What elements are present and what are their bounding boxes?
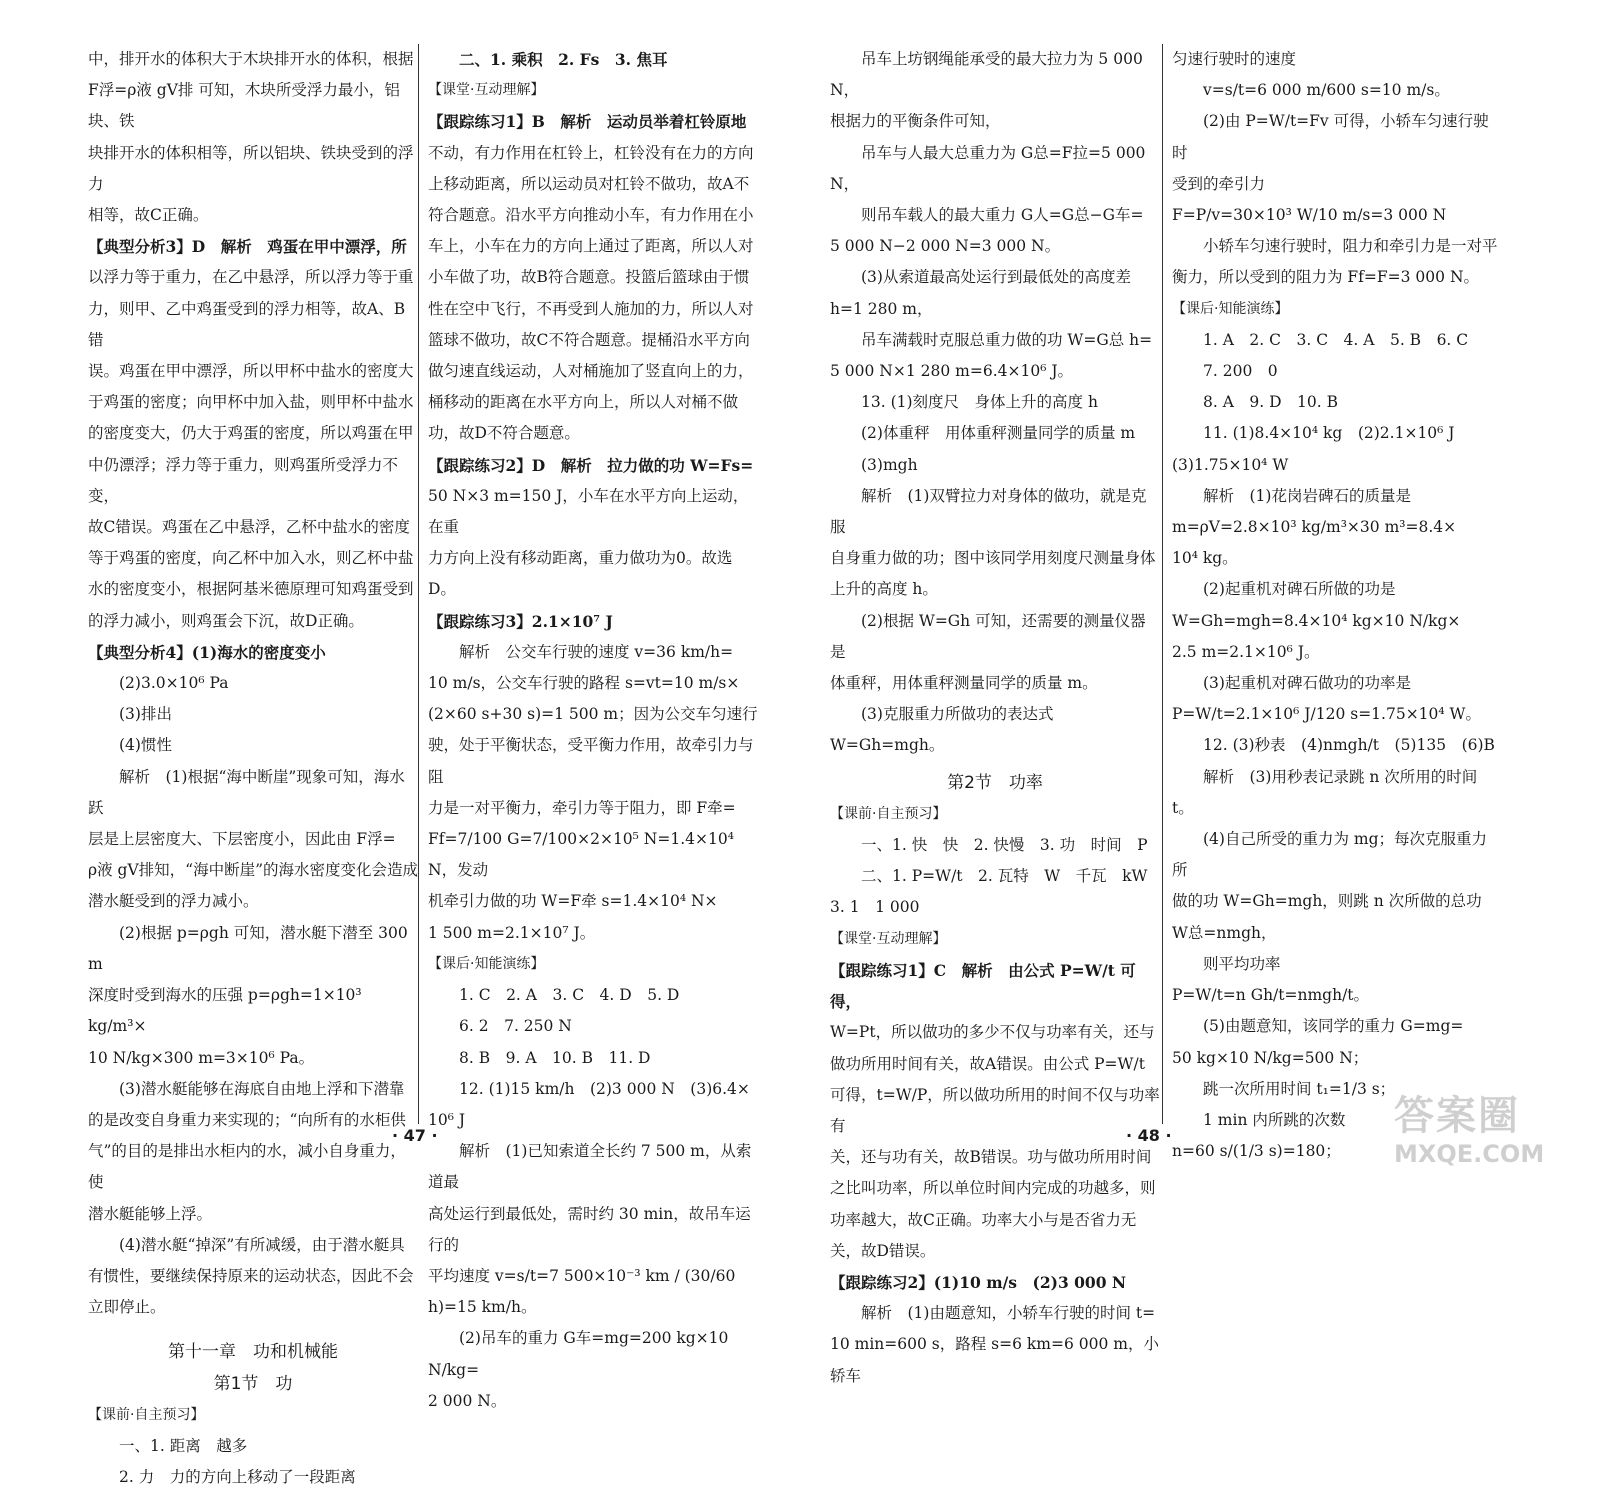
section-label: 【课堂·互动理解】	[830, 930, 947, 947]
right-column-1	[830, 44, 1160, 1392]
text-line: 潜水艇受到的浮力减小。	[88, 892, 259, 911]
text-line: 解析 (1)已知索道全长约 7 500 m，从索道最	[428, 1142, 752, 1192]
text-line: (2)根据 p=ρgh 可知，潜水艇下潜至 300 m	[88, 923, 408, 973]
text-line: 气”的目的是排出水柜内的水，减小自身重力，使	[88, 1142, 406, 1192]
section-label: 【课前·自主预习】	[88, 1406, 205, 1423]
text-line: 功，故D不符合题意。	[428, 424, 580, 443]
formula-line: m=ρV=2.8×10³ kg/m³×30 m³=8.4×	[1172, 518, 1457, 537]
text-line: 解析 公交车行驶的速度 v=36 km/h=	[459, 642, 734, 661]
text-line: 可得，t=W/P，所以做功所用的时间不仅与功率有	[830, 1085, 1160, 1135]
text-line: 之比叫功率，所以单位时间内完成的功越多，则	[830, 1179, 1156, 1198]
watermark-text: 答案圈	[1394, 1093, 1520, 1139]
text-line: 相等，故C正确。	[88, 206, 209, 225]
text-line: 5 000 N−2 000 N=3 000 N。	[830, 237, 1061, 256]
text-line: 5 000 N×1 280 m=6.4×10⁶ J。	[830, 362, 1074, 381]
formula-line: P=W/t=2.1×10⁶ J/120 s=1.75×10⁴ W。	[1172, 705, 1481, 724]
text-line: 12. (3)秒表 (4)nmgh/t (5)135 (6)B	[1203, 736, 1495, 755]
text-line: 功率越大，故C正确。功率大小与是否省力无	[830, 1210, 1137, 1229]
text-line: 1. A 2. C 3. C 4. A 5. B 6. C	[1203, 330, 1469, 349]
text-line: 不动，有力作用在杠铃上，杠铃没有在力的方向	[428, 143, 754, 162]
text-line: (2)3.0×10⁶ Pa	[119, 674, 229, 693]
text-line: 桶移动的距离在水平方向上，所以人对桶不做	[428, 393, 739, 412]
formula-line: P=W/t=n Gh/t=nmgh/t。	[1172, 986, 1370, 1005]
right-column-2	[1172, 44, 1502, 1167]
text-line: (3)潜水艇能够在海底自由地上浮和下潜靠	[119, 1079, 405, 1098]
text-line: 2. 力 力的方向上移动了一段距离	[119, 1468, 356, 1487]
text-line: 7. 200 0	[1203, 362, 1278, 381]
text-line: 解析 (1)根据“海中断崖”现象可知，海水跃	[88, 767, 405, 817]
text-line: 3. 1 1 000	[830, 898, 920, 917]
text-line: 跳一次所用时间 t₁=1/3 s；	[1203, 1079, 1396, 1098]
text-line: 上移动距离，所以运动员对杠铃不做功，故A不	[428, 174, 750, 193]
left-column-2	[428, 44, 758, 1417]
text-line: 根据力的平衡条件可知，	[830, 112, 1001, 131]
text-line: 2 000 N。	[428, 1391, 507, 1410]
text-line: 符合题意。沿水平方向推动小车，有力作用在小	[428, 206, 754, 225]
text-line: 则平均功率	[1203, 954, 1281, 973]
text-line: 10 N/kg×300 m=3×10⁶ Pa。	[88, 1048, 315, 1067]
text-line: (2)根据 W=Gh 可知，还需要的测量仪器是	[830, 611, 1146, 661]
text-line: 10⁴ kg。	[1172, 549, 1238, 568]
text-line: 高处运行到最低处，需时约 30 min，故吊车运行的	[428, 1204, 751, 1254]
text-line: 的密度变大，仍大于鸡蛋的密度，所以鸡蛋在甲	[88, 424, 414, 443]
text-line: (3)排出	[119, 705, 172, 724]
text-line: 深度时受到海水的压强 p=ρgh=1×10³ kg/m³×	[88, 986, 362, 1036]
text-line: 10 min=600 s，路程 s=6 km=6 000 m，小轿车	[830, 1335, 1159, 1385]
text-line: 8. A 9. D 10. B	[1203, 393, 1339, 412]
text-line: (5)由题意知，该同学的重力 G=mg=	[1203, 1017, 1464, 1036]
text-line: 力是一对平衡力，牵引力等于阻力，即 F牵=	[428, 798, 736, 817]
text-line: 力，则甲、乙中鸡蛋受到的浮力相等，故A、B错	[88, 299, 406, 349]
text-line: 力方向上没有移动距离，重力做功为0。故选D。	[428, 549, 733, 599]
text-line: (2)由 P=W/t=Fv 可得，小轿车匀速行驶时	[1172, 112, 1489, 162]
text-line: (4)惯性	[119, 736, 172, 755]
text-line: 做功所用时间有关，故A错误。由公式 P=W/t	[830, 1054, 1145, 1073]
text-line: 立即停止。	[88, 1298, 166, 1317]
text-line: (2×60 s+30 s)=1 500 m；因为公交车匀速行	[428, 705, 758, 724]
text-line: 【跟踪练习2】(1)10 m/s (2)3 000 N	[830, 1272, 1127, 1292]
text-line: 1. C 2. A 3. C 4. D 5. D	[459, 986, 680, 1005]
text-line: 【跟踪练习1】C 解析 由公式 P=W/t 可得，	[830, 960, 1136, 1012]
text-line: (2)吊车的重力 G车=mg=200 kg×10 N/kg=	[428, 1329, 729, 1379]
text-line: 有惯性，要继续保持原来的运动状态，因此不会	[88, 1266, 414, 1285]
text-line: (4)潜水艇“掉深”有所减缓，由于潜水艇具	[119, 1235, 405, 1254]
section-title: 第2节 功率	[947, 772, 1043, 793]
text-line: ρ液 gV排知，“海中断崖”的海水密度变化会造成	[88, 861, 419, 880]
text-line: 等于鸡蛋的密度，向乙杯中加入水，则乙杯中盐	[88, 549, 414, 568]
text-line: 50 kg×10 N/kg=500 N；	[1172, 1048, 1369, 1067]
column-divider	[1162, 44, 1163, 1124]
text-line: 【跟踪练习1】B 解析 运动员举着杠铃原地	[428, 112, 747, 132]
text-line: F浮=ρ液 gV排 可知，木块所受浮力最小，铝块、铁	[88, 81, 400, 131]
text-line: 吊车上坊钢绳能承受的最大拉力为 5 000 N，	[830, 50, 1143, 100]
page-number: · 48 ·	[1126, 1126, 1172, 1145]
left-column-1	[88, 44, 418, 1493]
text-line: (2)起重机对碑石所做的功是	[1203, 580, 1396, 599]
text-line: 驶，处于平衡状态，受平衡力作用，故牵引力与阻	[428, 736, 754, 786]
text-line: 解析 (1)双臂拉力对身体的做功，就是克服	[830, 486, 1147, 537]
text-line: 受到的牵引力	[1172, 174, 1266, 193]
text-line: Ff=7/100 G=7/100×2×10⁵ N=1.4×10⁴ N，发动	[428, 830, 734, 880]
left-page	[0, 0, 800, 1487]
text-line: 平均速度 v=s/t=7 500×10⁻³ km / (30/60 h)=15 km/h。	[428, 1266, 736, 1317]
text-line: 的浮力减小，则鸡蛋会下沉，故D正确。	[88, 611, 364, 630]
text-line: 关，还与功有关，故B错误。功与做功所用时间	[830, 1148, 1152, 1167]
text-line: 匀速行驶时的速度	[1172, 50, 1297, 68]
text-line: 11. (1)8.4×10⁴ kg (2)2.1×10⁶ J	[1203, 424, 1455, 443]
text-line: W总=nmgh，	[1172, 923, 1277, 942]
text-line: 【跟踪练习3】2.1×10⁷ J	[428, 611, 613, 631]
text-line: 1 500 m=2.1×10⁷ J。	[428, 923, 596, 942]
text-line: 关，故D错误。	[830, 1241, 936, 1260]
text-line: 吊车与人最大总重力为 G总=F拉=5 000 N，	[830, 143, 1146, 193]
text-line: 做匀速直线运动，人对桶施加了竖直向上的力，	[428, 362, 754, 381]
watermark-logo	[1394, 1092, 1590, 1172]
section-label: 【课后·知能演练】	[428, 955, 545, 972]
text-line: 一、1. 距离 越多	[119, 1436, 248, 1455]
text-line: 于鸡蛋的密度；向甲杯中加入盐，则甲杯中盐水	[88, 393, 414, 412]
text-line: 【典型分析4】(1)海水的密度变小	[88, 642, 326, 662]
text-line: (3)1.75×10⁴ W	[1172, 455, 1289, 474]
text-line: 解析 (3)用秒表记录跳 n 次所用的时间 t。	[1172, 767, 1478, 817]
text-line: 10⁶ J	[428, 1110, 466, 1129]
text-line: (4)自己所受的重力为 mg；每次克服重力所	[1172, 830, 1488, 880]
text-line: 一、1. 快 快 2. 快慢 3. 功 时间 P	[861, 836, 1148, 855]
text-line: 衡力，所以受到的阻力为 Ff=F=3 000 N。	[1172, 268, 1480, 287]
text-line: 中，排开水的体积大于木块排开水的体积，根据	[88, 50, 414, 68]
text-line: 6. 2 7. 250 N	[459, 1017, 572, 1036]
formula-line: v=s/t=6 000 m/600 s=10 m/s。	[1203, 81, 1450, 100]
text-line: 篮球不做功，故C不符合题意。提桶沿水平方向	[428, 330, 750, 349]
text-line: 12. (1)15 km/h (2)3 000 N (3)6.4×	[459, 1079, 750, 1098]
text-line: 做的功 W=Gh=mgh，则跳 n 次所做的总功	[1172, 892, 1482, 911]
text-line: 块排开水的体积相等，所以铝块、铁块受到的浮力	[88, 143, 414, 193]
text-line: (3)从索道最高处运行到最低处的高度差	[861, 268, 1131, 287]
text-line: 1 min 内所跳的次数	[1203, 1110, 1346, 1129]
text-line: 潜水艇能够上浮。	[88, 1204, 213, 1223]
text-line: 10 m/s，公交车行驶的路程 s=vt=10 m/s×	[428, 674, 740, 693]
text-line: 的是改变自身重力来实现的；“向所有的水柜供	[88, 1110, 406, 1129]
text-line: 以浮力等于重力，在乙中悬浮，所以浮力等于重	[88, 268, 414, 287]
text-line: 机牵引力做的功 W=F牵 s=1.4×10⁴ N×	[428, 892, 718, 911]
text-line: 小轿车匀速行驶时，阻力和牵引力是一对平	[1203, 237, 1498, 256]
section-title: 第1节 功	[213, 1373, 293, 1394]
text-line: 体重秤，用体重秤测量同学的质量 m。	[830, 674, 1098, 693]
text-line: 上升的高度 h。	[830, 580, 938, 599]
text-line: 误。鸡蛋在甲中漂浮，所以甲杯中盐水的密度大	[88, 362, 414, 381]
formula-line: n=60 s/(1/3 s)=180；	[1172, 1142, 1341, 1161]
text-line: 水的密度变小，根据阿基米德原理可知鸡蛋受到	[88, 580, 414, 599]
text-line: 车上，小车在力的方向上通过了距离，所以人对	[428, 237, 754, 256]
text-line: 层是上层密度大、下层密度小，因此由 F浮=	[88, 830, 396, 849]
text-line: h=1 280 m，	[830, 299, 933, 318]
text-line: 50 N×3 m=150 J，小车在水平方向上运动，在重	[428, 486, 749, 537]
text-line: 则吊车载人的最大重力 G人=G总−G车=	[861, 206, 1144, 225]
text-line: 13. (1)刻度尺 身体上升的高度 h	[861, 393, 1098, 412]
text-line: 解析 (1)花岗岩碑石的质量是	[1203, 486, 1411, 505]
text-line: 自身重力做的功；图中该同学用刻度尺测量身体	[830, 549, 1156, 568]
text-line: 中仍漂浮；浮力等于重力，则鸡蛋所受浮力不变，	[88, 455, 399, 505]
text-line: 性在空中飞行，不再受到人施加的力，所以人对	[428, 299, 754, 318]
section-label: 【课前·自主预习】	[830, 805, 947, 822]
text-line: (3)克服重力所做功的表达式 W=Gh=mgh。	[830, 705, 1054, 755]
column-divider	[418, 44, 419, 1124]
text-line: 小车做了功，故B符合题意。投篮后篮球由于惯	[428, 268, 750, 287]
text-line: W=Pt，所以做功的多少不仅与功率有关，还与	[830, 1023, 1155, 1042]
text-line: 【典型分析3】D 解析 鸡蛋在甲中漂浮，所	[88, 237, 407, 257]
watermark-url: MXQE.COM	[1394, 1140, 1545, 1168]
text-line: 2.5 m=2.1×10⁶ J。	[1172, 642, 1320, 661]
text-line: 吊车满载时克服总重力做的功 W=G总 h=	[861, 330, 1153, 349]
text-line: 故C错误。鸡蛋在乙中悬浮，乙杯中盐水的密度	[88, 518, 410, 537]
page-number: · 47 ·	[392, 1126, 438, 1145]
section-label: 【课后·知能演练】	[1172, 300, 1289, 317]
text-line: (2)体重秤 用体重秤测量同学的质量 m	[861, 424, 1136, 443]
text-line: (3)mgh	[861, 455, 918, 474]
text-line: 二、1. 乘积 2. Fs 3. 焦耳	[459, 50, 668, 69]
text-line: 【跟踪练习2】D 解析 拉力做的功 W=Fs=	[428, 455, 754, 475]
formula-line: W=Gh=mgh=8.4×10⁴ kg×10 N/kg×	[1172, 611, 1461, 630]
text-line: 二、1. P=W/t 2. 瓦特 W 千瓦 kW	[861, 867, 1148, 886]
formula-line: F=P/v=30×10³ W/10 m/s=3 000 N	[1172, 206, 1447, 225]
text-line: (3)起重机对碑石做功的功率是	[1203, 674, 1411, 693]
text-line: 解析 (1)由题意知，小轿车行驶的时间 t=	[861, 1304, 1156, 1323]
chapter-title: 第十一章 功和机械能	[168, 1342, 338, 1363]
section-label: 【课堂·互动理解】	[428, 82, 545, 99]
right-page	[800, 0, 1600, 1385]
text-line: 8. B 9. A 10. B 11. D	[459, 1048, 651, 1067]
